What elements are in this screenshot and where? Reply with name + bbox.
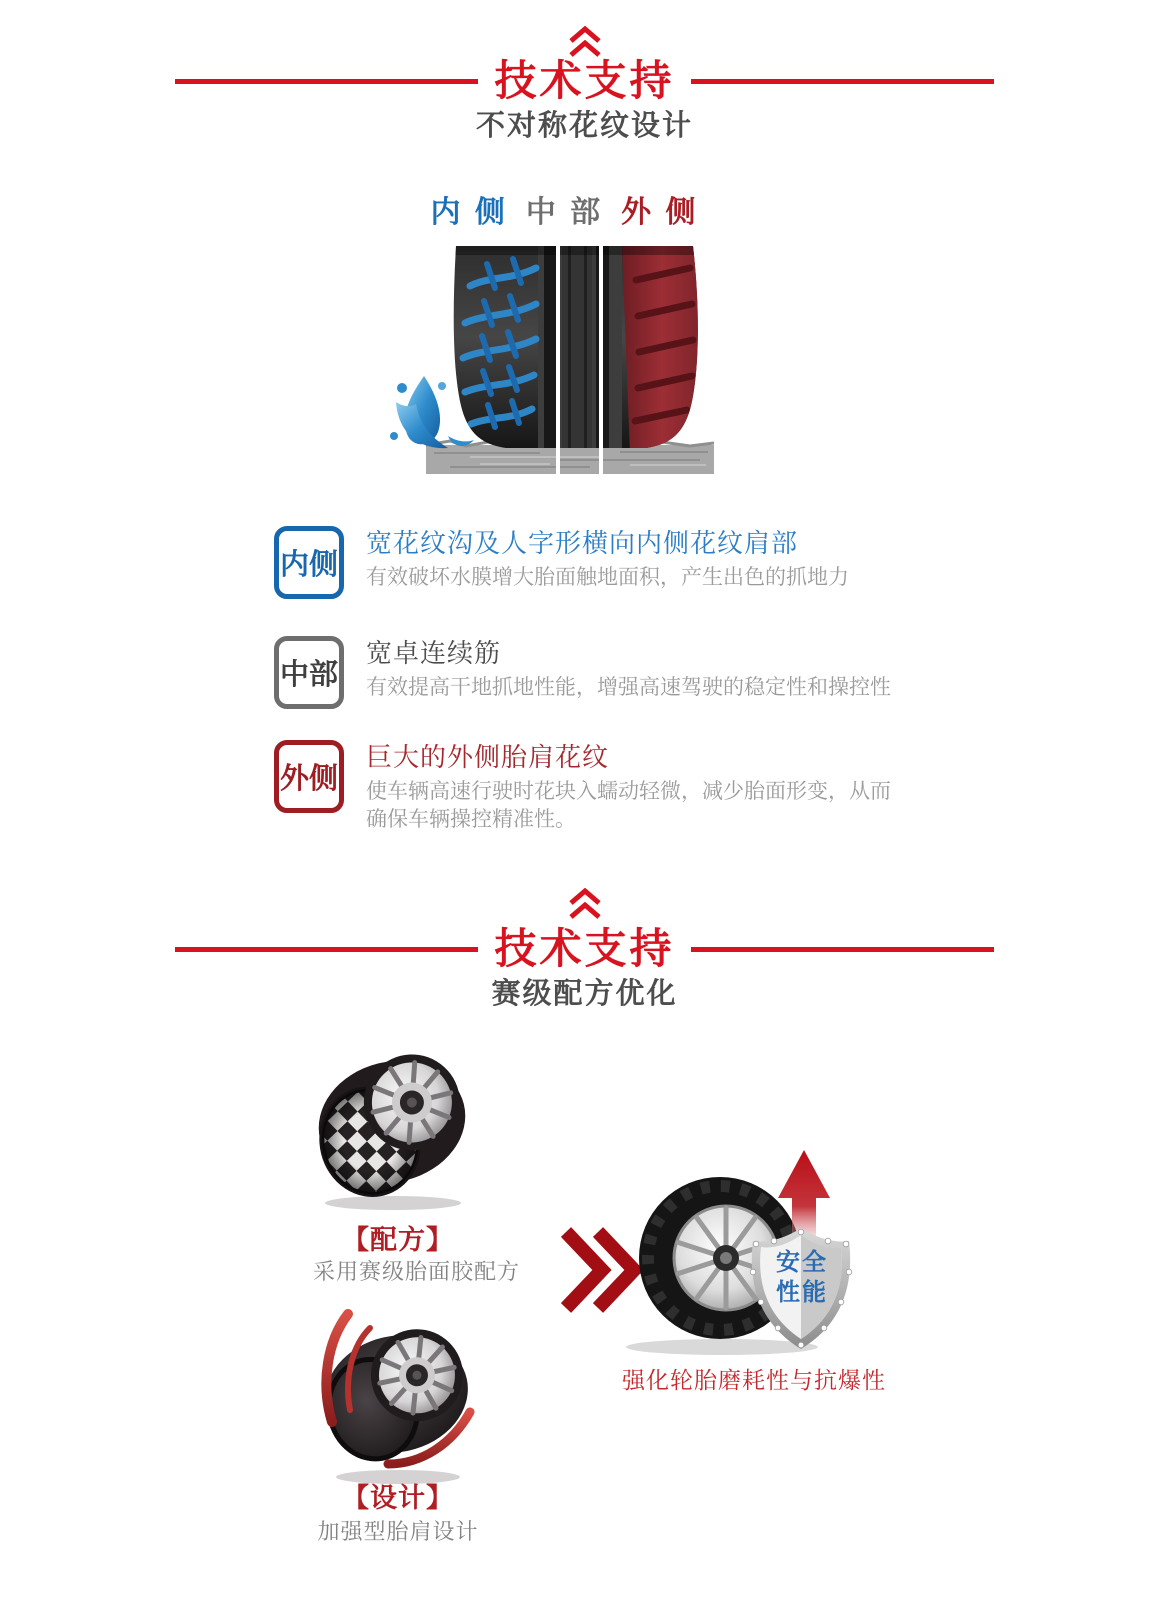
feature-inner-title: 宽花纹沟及人字形横向内侧花纹肩部 — [366, 528, 799, 558]
feature-outer-badge: 外侧 — [274, 740, 344, 813]
chevron-up-icon — [565, 888, 605, 921]
header-line-right — [691, 79, 994, 84]
shield-text-line2: 性能 — [776, 1279, 828, 1306]
formula-label: 【配方】 — [342, 1225, 454, 1255]
feature-outer-desc: 使车辆高速行驶时花块入蠕动轻微，减少胎面形变，从而确保车辆操控精准性。 — [366, 780, 891, 831]
section1-header — [0, 57, 1169, 104]
section2-marker — [0, 888, 1169, 921]
shield-text — [767, 1248, 837, 1308]
separator-line-right — [599, 246, 603, 474]
zone-label-middle: 中 部 — [525, 196, 604, 229]
separator-line-left — [556, 246, 560, 474]
section2-title: 技术支持 — [494, 925, 675, 972]
chevron-up-icon — [565, 26, 605, 59]
formula-caption — [313, 1226, 483, 1256]
formula-desc: 采用赛级胎面胶配方 — [313, 1259, 521, 1284]
feature-inner-badge: 内侧 — [274, 526, 344, 599]
zone-label-inner: 内 侧 — [430, 196, 508, 229]
zone-label-outer: 外 侧 — [621, 196, 699, 229]
section2-subtitle: 赛级配方优化 — [491, 978, 678, 1010]
result-text: 强化轮胎磨耗性与抗爆性 — [622, 1367, 886, 1393]
tire-tread-illustration — [390, 238, 720, 488]
design-label: 【设计】 — [342, 1483, 454, 1513]
feature-inner — [274, 526, 849, 599]
header-line-left — [175, 947, 478, 952]
header-line-left — [175, 79, 478, 84]
design-desc: 加强型胎肩设计 — [317, 1519, 479, 1544]
tire-zone-labels — [0, 198, 1129, 228]
design-tire-illustration — [318, 1302, 476, 1495]
design-desc-caption — [313, 1520, 483, 1544]
feature-outer-title: 巨大的外侧胎肩花纹 — [366, 742, 610, 772]
shield-text-line1: 安全 — [776, 1249, 828, 1276]
design-caption — [313, 1484, 483, 1514]
feature-inner-desc: 有效破坏水膜增大胎面触地面积，产生出色的抓地力 — [366, 566, 849, 589]
feature-middle — [274, 636, 891, 709]
section1-title: 技术支持 — [494, 57, 675, 104]
feature-middle-badge: 中部 — [274, 636, 344, 709]
section1-marker — [0, 26, 1169, 59]
feature-outer — [274, 740, 900, 834]
feature-middle-title: 宽卓连续筋 — [366, 638, 502, 668]
formula-desc-caption — [313, 1259, 521, 1284]
section2-header — [0, 925, 1169, 972]
section1-subtitle: 不对称花纹设计 — [475, 110, 693, 142]
feature-middle-desc: 有效提高干地抓地性能，增强高速驾驶的稳定性和操控性 — [366, 676, 891, 699]
header-line-right — [691, 947, 994, 952]
checkered-tire-illustration — [315, 1050, 470, 1217]
